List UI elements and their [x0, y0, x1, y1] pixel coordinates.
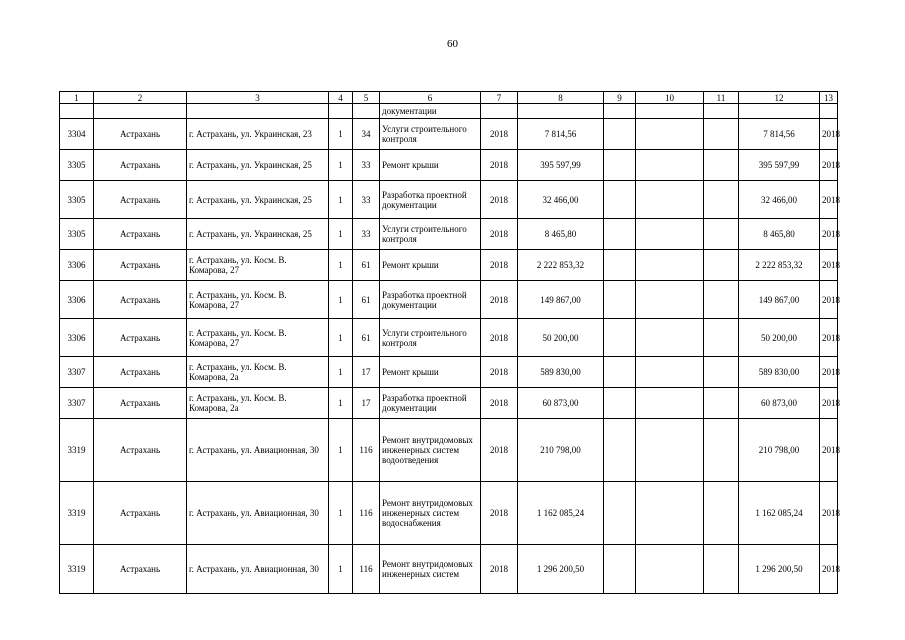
city-cell: Астрахань	[94, 388, 187, 419]
city-cell: Астрахань	[94, 150, 187, 181]
col11-cell	[704, 219, 739, 250]
work-type-cell: Ремонт крыши	[380, 250, 481, 281]
col13-cell: 2018	[820, 545, 838, 594]
address-cell: г. Астрахань, ул. Косм. В. Комарова, 2а	[187, 357, 329, 388]
column-header: 2	[94, 92, 187, 104]
year-cell: 2018	[481, 419, 518, 482]
col10-cell	[636, 250, 704, 281]
col5-cell: 17	[353, 357, 380, 388]
work-type-cell: Ремонт крыши	[380, 357, 481, 388]
col10-cell	[636, 181, 704, 219]
col13-cell: 2018	[820, 181, 838, 219]
row-id: 3306	[60, 281, 94, 319]
works-table-body	[60, 92, 838, 594]
col11-cell	[704, 482, 739, 545]
year-cell: 2018	[481, 250, 518, 281]
col11-cell	[704, 357, 739, 388]
work-type-cell: Разработка проектной документации	[380, 281, 481, 319]
col4-cell: 1	[329, 250, 353, 281]
row-id: 3319	[60, 545, 94, 594]
col4-cell: 1	[329, 482, 353, 545]
amount-cell: 32 466,00	[518, 181, 604, 219]
year-cell: 2018	[481, 357, 518, 388]
total-cell: 60 873,00	[739, 388, 820, 419]
col9-cell	[604, 357, 636, 388]
column-header: 11	[704, 92, 739, 104]
total-cell: 8 465,80	[739, 219, 820, 250]
col11-cell	[704, 281, 739, 319]
col13-cell: 2018	[820, 388, 838, 419]
amount-cell: 7 814,56	[518, 119, 604, 150]
col4-cell: 1	[329, 181, 353, 219]
work-type-cell: Разработка проектной документации	[380, 181, 481, 219]
address-cell: г. Астрахань, ул. Украинская, 25	[187, 150, 329, 181]
column-header: 6	[380, 92, 481, 104]
col13-cell: 2018	[820, 281, 838, 319]
col9-cell	[604, 388, 636, 419]
table-row	[60, 388, 838, 419]
city-cell: Астрахань	[94, 250, 187, 281]
city-cell: Астрахань	[94, 319, 187, 357]
city-cell: Астрахань	[94, 119, 187, 150]
col9-cell	[604, 150, 636, 181]
table-row	[60, 419, 838, 482]
row-id: 3307	[60, 357, 94, 388]
address-cell: г. Астрахань, ул. Косм. В. Комарова, 27	[187, 281, 329, 319]
amount-cell: 210 798,00	[518, 419, 604, 482]
col10-cell	[636, 219, 704, 250]
work-type-cell: Ремонт крыши	[380, 150, 481, 181]
column-header: 13	[820, 92, 838, 104]
col9-cell	[604, 319, 636, 357]
row-id: 3306	[60, 250, 94, 281]
table-row	[60, 482, 838, 545]
col11-cell	[704, 545, 739, 594]
address-cell: г. Астрахань, ул. Украинская, 23	[187, 119, 329, 150]
col13-cell: 2018	[820, 150, 838, 181]
city-cell: Астрахань	[94, 219, 187, 250]
city-cell: Астрахань	[94, 357, 187, 388]
col5-cell: 116	[353, 545, 380, 594]
col5-cell: 116	[353, 419, 380, 482]
col9-cell	[604, 482, 636, 545]
col10-cell	[636, 545, 704, 594]
col5-cell: 34	[353, 119, 380, 150]
col4-cell: 1	[329, 319, 353, 357]
work-type-cell: Услуги строительного контроля	[380, 319, 481, 357]
year-cell: 2018	[481, 388, 518, 419]
work-type-cell: Услуги строительного контроля	[380, 119, 481, 150]
col11-cell	[704, 319, 739, 357]
address-cell: г. Астрахань, ул. Авиационная, 30	[187, 419, 329, 482]
col11-cell	[704, 181, 739, 219]
total-cell: 32 466,00	[739, 181, 820, 219]
column-header: 9	[604, 92, 636, 104]
col5-cell: 61	[353, 319, 380, 357]
col5-cell: 61	[353, 250, 380, 281]
amount-cell: 589 830,00	[518, 357, 604, 388]
col4-cell: 1	[329, 281, 353, 319]
address-cell: г. Астрахань, ул. Украинская, 25	[187, 181, 329, 219]
col10-cell	[636, 281, 704, 319]
col11-cell	[704, 150, 739, 181]
col10-cell	[636, 150, 704, 181]
amount-cell: 50 200,00	[518, 319, 604, 357]
column-header: 5	[353, 92, 380, 104]
amount-cell: 2 222 853,32	[518, 250, 604, 281]
work-type-cell: Услуги строительного контроля	[380, 219, 481, 250]
col13-cell: 2018	[820, 482, 838, 545]
table-row	[60, 319, 838, 357]
year-cell: 2018	[481, 482, 518, 545]
work-type-cell: Разработка проектной документации	[380, 388, 481, 419]
city-cell: Астрахань	[94, 545, 187, 594]
work-type-cell: Ремонт внутридомовых инженерных систем водоснабжения	[380, 482, 481, 545]
table-row	[60, 119, 838, 150]
row-id: 3319	[60, 419, 94, 482]
works-table	[59, 91, 838, 594]
column-header: 3	[187, 92, 329, 104]
column-header: 8	[518, 92, 604, 104]
city-cell: Астрахань	[94, 419, 187, 482]
row-id: 3319	[60, 482, 94, 545]
table-row	[60, 250, 838, 281]
amount-cell: 1 162 085,24	[518, 482, 604, 545]
work-type-cell: Ремонт внутридомовых инженерных систем	[380, 545, 481, 594]
header-row	[60, 92, 838, 104]
column-header: 4	[329, 92, 353, 104]
col4-cell: 1	[329, 219, 353, 250]
total-cell: 2 222 853,32	[739, 250, 820, 281]
col10-cell	[636, 388, 704, 419]
address-cell: г. Астрахань, ул. Украинская, 25	[187, 219, 329, 250]
total-cell: 1 296 200,50	[739, 545, 820, 594]
amount-cell: 1 296 200,50	[518, 545, 604, 594]
amount-cell: 60 873,00	[518, 388, 604, 419]
total-cell: 7 814,56	[739, 119, 820, 150]
amount-cell: 149 867,00	[518, 281, 604, 319]
column-header: 1	[60, 92, 94, 104]
col9-cell	[604, 250, 636, 281]
col5-cell: 33	[353, 219, 380, 250]
col9-cell	[604, 119, 636, 150]
col13-cell: 2018	[820, 319, 838, 357]
total-cell: 395 597,99	[739, 150, 820, 181]
col9-cell	[604, 545, 636, 594]
col13-cell: 2018	[820, 419, 838, 482]
col4-cell: 1	[329, 357, 353, 388]
continuation-text: документации	[380, 104, 481, 119]
year-cell: 2018	[481, 119, 518, 150]
col5-cell: 33	[353, 150, 380, 181]
col13-cell: 2018	[820, 250, 838, 281]
col13-cell: 2018	[820, 119, 838, 150]
row-id: 3304	[60, 119, 94, 150]
col13-cell: 2018	[820, 357, 838, 388]
total-cell: 50 200,00	[739, 319, 820, 357]
city-cell: Астрахань	[94, 181, 187, 219]
address-cell: г. Астрахань, ул. Авиационная, 30	[187, 482, 329, 545]
col9-cell	[604, 419, 636, 482]
column-header: 10	[636, 92, 704, 104]
total-cell: 589 830,00	[739, 357, 820, 388]
col4-cell: 1	[329, 545, 353, 594]
col9-cell	[604, 281, 636, 319]
column-header: 7	[481, 92, 518, 104]
row-id: 3305	[60, 150, 94, 181]
total-cell: 1 162 085,24	[739, 482, 820, 545]
col10-cell	[636, 419, 704, 482]
year-cell: 2018	[481, 219, 518, 250]
col11-cell	[704, 388, 739, 419]
col10-cell	[636, 319, 704, 357]
col5-cell: 116	[353, 482, 380, 545]
column-header: 12	[739, 92, 820, 104]
address-cell: г. Астрахань, ул. Авиационная, 30	[187, 545, 329, 594]
table-row	[60, 150, 838, 181]
row-id: 3306	[60, 319, 94, 357]
row-id: 3305	[60, 219, 94, 250]
col10-cell	[636, 119, 704, 150]
col4-cell: 1	[329, 419, 353, 482]
address-cell: г. Астрахань, ул. Косм. В. Комарова, 2а	[187, 388, 329, 419]
col5-cell: 61	[353, 281, 380, 319]
col10-cell	[636, 357, 704, 388]
col5-cell: 17	[353, 388, 380, 419]
table-row	[60, 219, 838, 250]
address-cell: г. Астрахань, ул. Косм. В. Комарова, 27	[187, 319, 329, 357]
work-type-cell: Ремонт внутридомовых инженерных систем водоотведения	[380, 419, 481, 482]
amount-cell: 8 465,80	[518, 219, 604, 250]
city-cell: Астрахань	[94, 482, 187, 545]
address-cell: г. Астрахань, ул. Косм. В. Комарова, 27	[187, 250, 329, 281]
col4-cell: 1	[329, 119, 353, 150]
total-cell: 149 867,00	[739, 281, 820, 319]
table-row	[60, 545, 838, 594]
year-cell: 2018	[481, 545, 518, 594]
year-cell: 2018	[481, 150, 518, 181]
table-row	[60, 281, 838, 319]
total-cell: 210 798,00	[739, 419, 820, 482]
amount-cell: 395 597,99	[518, 150, 604, 181]
continuation-row	[60, 104, 838, 119]
col5-cell: 33	[353, 181, 380, 219]
col13-cell: 2018	[820, 219, 838, 250]
col4-cell: 1	[329, 150, 353, 181]
col10-cell	[636, 482, 704, 545]
col9-cell	[604, 181, 636, 219]
table-row	[60, 357, 838, 388]
row-id: 3305	[60, 181, 94, 219]
col11-cell	[704, 250, 739, 281]
year-cell: 2018	[481, 319, 518, 357]
col11-cell	[704, 419, 739, 482]
col9-cell	[604, 219, 636, 250]
table-row	[60, 181, 838, 219]
year-cell: 2018	[481, 281, 518, 319]
row-id: 3307	[60, 388, 94, 419]
city-cell: Астрахань	[94, 281, 187, 319]
col4-cell: 1	[329, 388, 353, 419]
year-cell: 2018	[481, 181, 518, 219]
col11-cell	[704, 119, 739, 150]
page-number: 60	[447, 38, 458, 50]
